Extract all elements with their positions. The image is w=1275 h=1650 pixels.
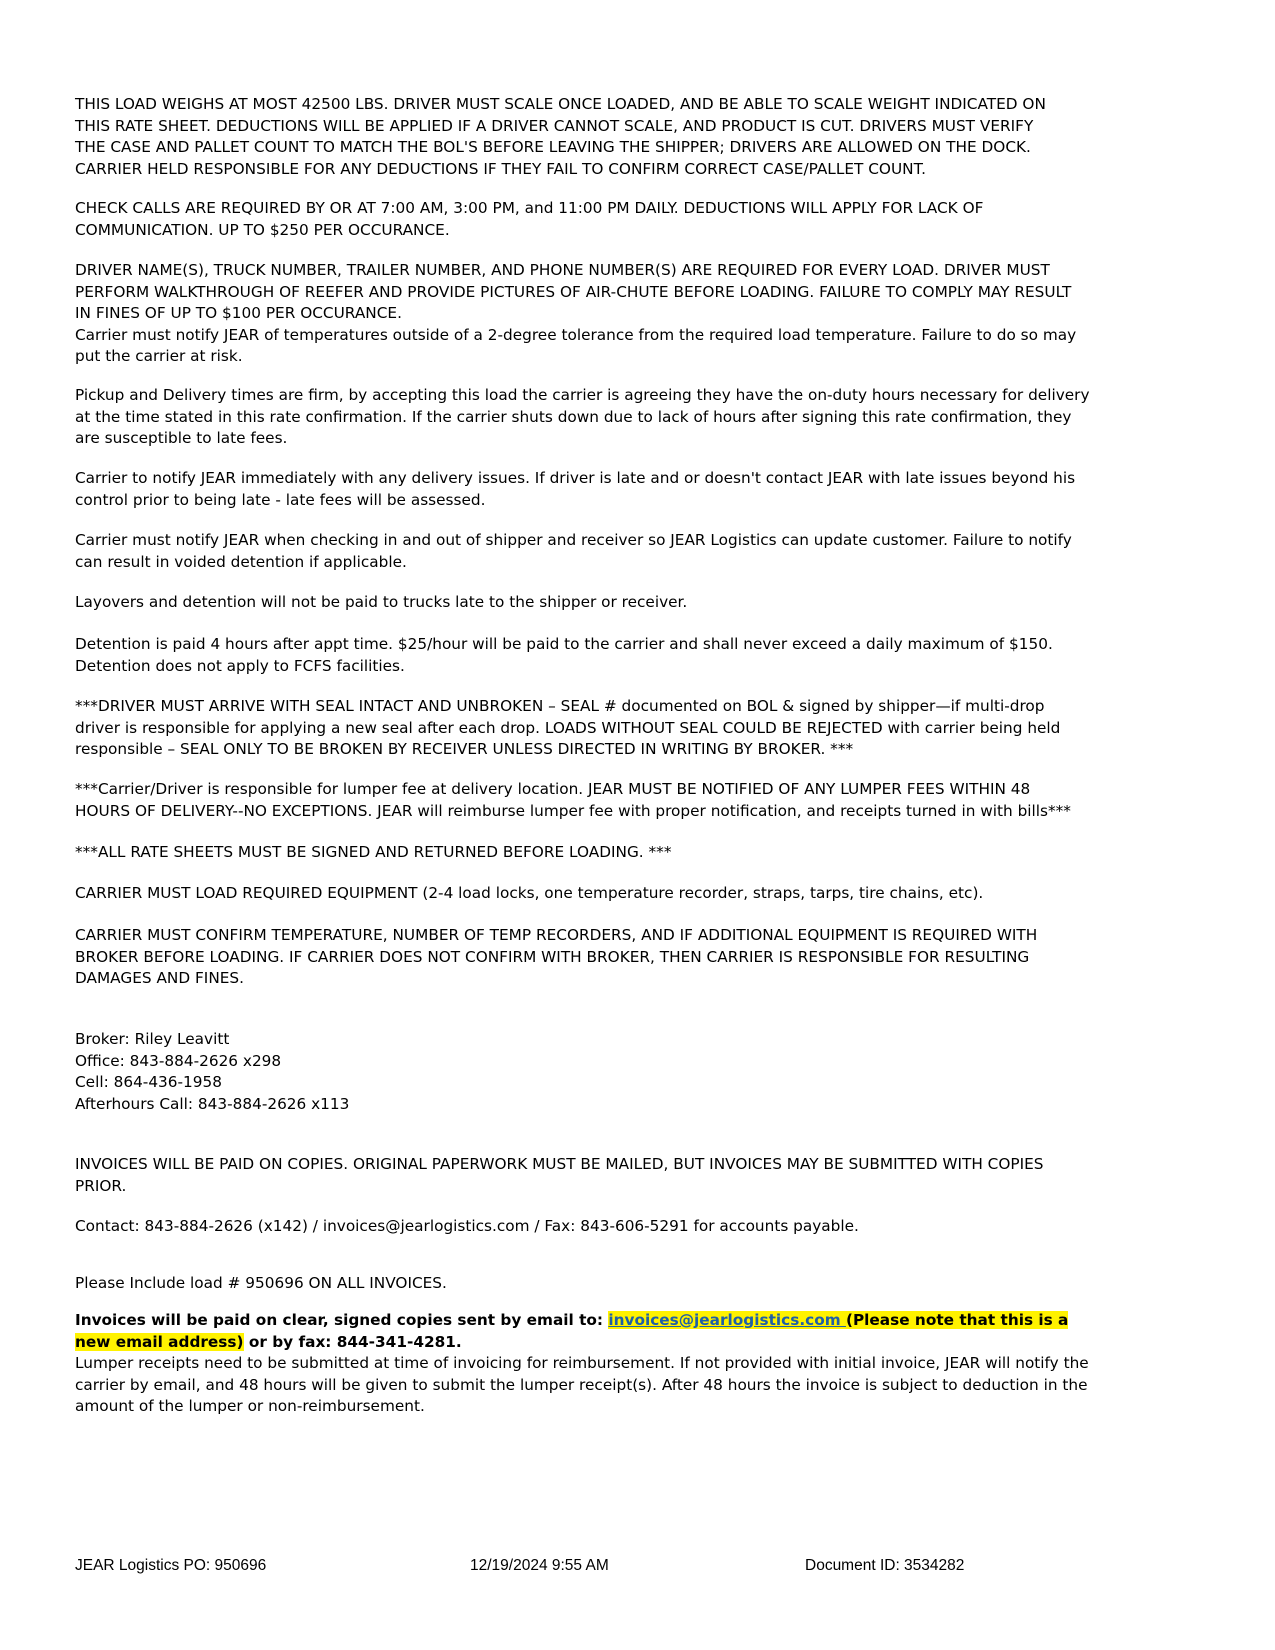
layovers-paragraph (75, 592, 1205, 614)
text-line: THE CASE AND PALLET COUNT TO MATCH THE BOL'S BEFORE LEAVING THE SHIPPER; DRIVERS ARE ALLOWED ON THE DOCK. (75, 138, 1031, 156)
text-line: put the carrier at risk. (75, 347, 243, 365)
text-line: Carrier to notify JEAR immediately with any delivery issues. If driver is late and or doesn't contact JEAR with late issues beyond his (75, 469, 1076, 487)
text-line: Detention is paid 4 hours after appt time. $25/hour will be paid to the carrier and shall never exceed a daily maximum of $150. (75, 635, 1053, 653)
confirm-temp-paragraph (75, 925, 1205, 990)
text-line: THIS RATE SHEET. DEDUCTIONS WILL BE APPLIED IF A DRIVER CANNOT SCALE, AND PRODUCT IS CUT. DRIVERS MUST VERIFY (75, 116, 1034, 135)
broker-afterhours-phone: Afterhours Call: 843-884-2626 x113 (75, 1094, 350, 1113)
seal-paragraph (75, 696, 1205, 761)
equipment-paragraph (75, 883, 1205, 905)
text-line: HOURS OF DELIVERY--NO EXCEPTIONS. JEAR will reimburse lumper fee with proper notification, and receipts turned in with bills*** (75, 801, 1071, 820)
text-line: ***ALL RATE SHEETS MUST BE SIGNED AND RETURNED BEFORE LOADING. *** (75, 843, 672, 861)
text-line: Lumper receipts need to be submitted at time of invoicing for reimbursement. If not provided with initial invoice, JEAR will notify the (75, 1354, 1089, 1372)
detention-paragraph (75, 634, 1205, 677)
text-line: Carrier must notify JEAR when checking in and out of shipper and receiver so JEAR Logistics can update customer. Failure to notify (75, 531, 1072, 549)
text-line: ***DRIVER MUST ARRIVE WITH SEAL INTACT AND UNBROKEN – SEAL # documented on BOL & signed by shipper—if multi-drop (75, 697, 1045, 715)
text-line: CARRIER MUST CONFIRM TEMPERATURE, NUMBER OF TEMP RECORDERS, AND IF ADDITIONAL EQUIPMENT IS REQUIRED WITH (75, 926, 1038, 944)
text-line: DRIVER NAME(S), TRUCK NUMBER, TRAILER NUMBER, AND PHONE NUMBER(S) ARE REQUIRED FOR EVERY LOAD. DRIVER MUST (75, 261, 1050, 279)
text-line: at the time stated in this rate confirmation. If the carrier shuts down due to lack of hours after signing this rate confirmation, they (75, 407, 1072, 426)
text-line: Contact: 843-884-2626 (x142) / invoices@jearlogistics.com / Fax: 843-606-5291 for accounts payable. (75, 1217, 859, 1235)
footer-document-id: Document ID: 3534282 (805, 1557, 965, 1574)
text-line: Layovers and detention will not be paid to trucks late to the shipper or receiver. (75, 593, 688, 611)
broker-cell-phone: Cell: 864-436-1958 (75, 1073, 222, 1091)
driver-info-paragraph (75, 260, 1205, 368)
text-line: Carrier must notify JEAR of temperatures outside of a 2-degree tolerance from the required load temperature. Failure to do so may (75, 325, 1077, 344)
text-line: control prior to being late - late fees will be assessed. (75, 490, 486, 509)
new-email-note-part1: (Please note that this is a (845, 1311, 1069, 1329)
accounts-payable-contact (75, 1216, 1205, 1238)
rate-sheets-paragraph (75, 842, 1205, 864)
text-line: ***Carrier/Driver is responsible for lumper fee at delivery location. JEAR MUST BE NOTIFIED OF ANY LUMPER FEES WITHIN 48 (75, 780, 1031, 798)
text-line: COMMUNICATION. UP TO $250 PER OCCURANCE. (75, 220, 450, 239)
invoice-email-lead: Invoices will be paid on clear, signed copies sent by email to: (75, 1311, 609, 1329)
text-line: can result in voided detention if applicable. (75, 552, 407, 571)
invoice-email-link[interactable]: invoices@jearlogistics.com (608, 1311, 846, 1329)
include-load-note (75, 1273, 1205, 1295)
delivery-issues-paragraph (75, 468, 1205, 511)
text-line: are susceptible to late fees. (75, 429, 288, 447)
invoice-email-line (75, 1332, 1205, 1354)
text-line: IN FINES OF UP TO $100 PER OCCURANCE. (75, 304, 402, 322)
text-line: Pickup and Delivery times are firm, by accepting this load the carrier is agreeing they have the on-duty hours necessary for delivery (75, 386, 1090, 404)
text-line: DAMAGES AND FINES. (75, 969, 244, 987)
text-line: Detention does not apply to FCFS facilities. (75, 656, 405, 675)
invoice-copies-paragraph (75, 1154, 1205, 1197)
text-line: CARRIER MUST LOAD REQUIRED EQUIPMENT (2-4 load locks, one temperature recorder, straps, tarps, tire chains, etc). (75, 884, 984, 902)
text-line: CHECK CALLS ARE REQUIRED BY OR AT 7:00 AM, 3:00 PM, and 11:00 PM DAILY. DEDUCTIONS WILL APPLY FOR LACK OF (75, 199, 984, 217)
footer-datetime: 12/19/2024 9:55 AM (470, 1557, 609, 1574)
text-line: INVOICES WILL BE PAID ON COPIES. ORIGINAL PAPERWORK MUST BE MAILED, BUT INVOICES MAY BE SUBMITTED WITH COPIES (75, 1155, 1044, 1173)
text-line: driver is responsible for applying a new seal after each drop. LOADS WITHOUT SEAL COULD BE REJECTED with carrier being held (75, 718, 1061, 737)
text-line: THIS LOAD WEIGHS AT MOST 42500 LBS. DRIVER MUST SCALE ONCE LOADED, AND BE ABLE TO SCALE WEIGHT INDICATED ON (75, 95, 1046, 113)
text-line: PRIOR. (75, 1176, 127, 1195)
pickup-delivery-paragraph (75, 385, 1205, 450)
invoice-email-line (75, 1310, 1205, 1332)
text-line: PERFORM WALKTHROUGH OF REEFER AND PROVIDE PICTURES OF AIR-CHUTE BEFORE LOADING. FAILURE TO COMPLY MAY RESULT (75, 282, 1072, 301)
broker-name: Broker: Riley Leavitt (75, 1030, 230, 1048)
lumper-paragraph (75, 779, 1205, 822)
new-email-note-part2: new email address) (75, 1332, 244, 1351)
check-calls-paragraph (75, 198, 1205, 241)
broker-office-phone: Office: 843-884-2626 x298 (75, 1051, 282, 1070)
text-line: BROKER BEFORE LOADING. IF CARRIER DOES NOT CONFIRM WITH BROKER, THEN CARRIER IS RESPONSIBLE FOR RESULTING (75, 947, 1030, 966)
footer-po-number: JEAR Logistics PO: 950696 (75, 1557, 267, 1574)
text-line: Please Include load # 950696 ON ALL INVOICES. (75, 1274, 447, 1292)
broker-contact-block (75, 1029, 1205, 1115)
text-line: responsible – SEAL ONLY TO BE BROKEN BY RECEIVER UNLESS DIRECTED IN WRITING BY BROKER. *** (75, 740, 854, 758)
invoice-fax: or by fax: 844-341-4281. (243, 1332, 462, 1351)
text-line: amount of the lumper or non-reimbursement. (75, 1397, 425, 1415)
weight-paragraph (75, 94, 1205, 180)
check-in-out-paragraph (75, 530, 1205, 573)
text-line: CARRIER HELD RESPONSIBLE FOR ANY DEDUCTIONS IF THEY FAIL TO CONFIRM CORRECT CASE/PALLET COUNT. (75, 159, 926, 178)
text-line: carrier by email, and 48 hours will be given to submit the lumper receipt(s). After 48 hours the invoice is subject to deduction in the (75, 1375, 1088, 1394)
invoice-email-paragraph (75, 1310, 1205, 1418)
